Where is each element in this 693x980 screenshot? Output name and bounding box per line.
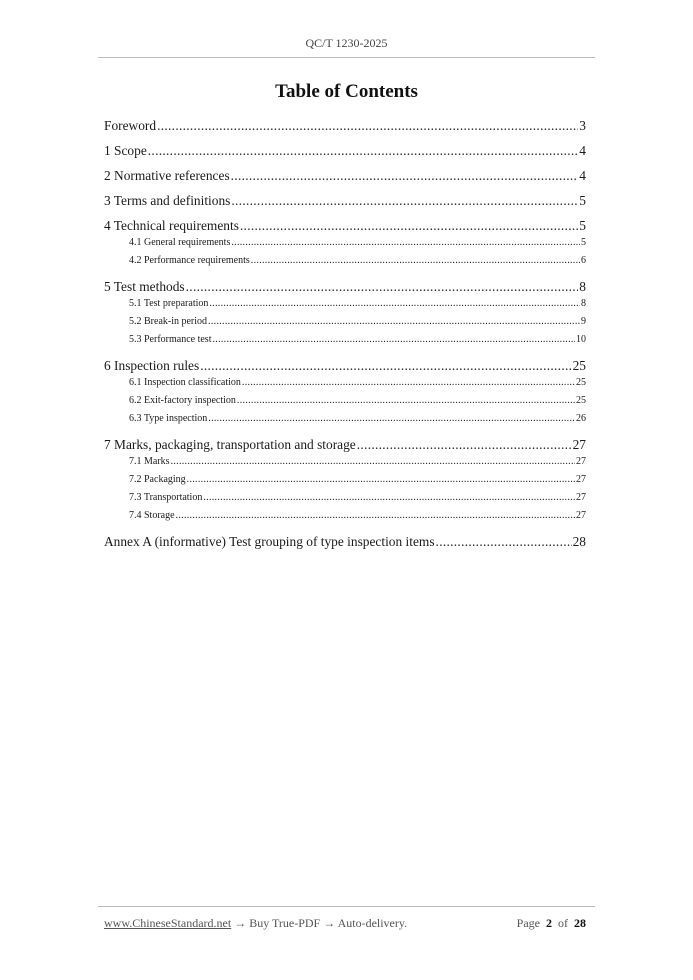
header-divider: [98, 57, 595, 58]
toc-leader-dots: [208, 313, 580, 331]
toc-entry-page: 3: [579, 118, 586, 133]
toc-entry[interactable]: [104, 453, 586, 471]
page-total: 28: [574, 916, 586, 930]
toc-entry-page: 5: [579, 193, 586, 208]
toc-entry[interactable]: [104, 507, 586, 525]
toc-entry[interactable]: [104, 252, 586, 270]
toc-leader-dots: [157, 117, 578, 134]
toc-leader-dots: [231, 167, 579, 184]
toc-entry-page: 5: [579, 218, 586, 233]
toc-entry-label: 2 Normative references: [104, 168, 230, 183]
toc-leader-dots: [237, 392, 575, 410]
toc-entry-page: 4: [579, 168, 586, 183]
toc-entry-label: 7.4 Storage: [129, 510, 175, 521]
toc-entry[interactable]: [104, 533, 586, 550]
toc-entry-page: 27: [576, 474, 586, 485]
toc-leader-dots: [187, 471, 575, 489]
toc-entry-page: 28: [572, 534, 586, 549]
table-of-contents: [104, 117, 586, 550]
toc-entry-page: 26: [576, 413, 586, 424]
page-number: [517, 916, 586, 931]
promo-text: → Buy True-PDF → Auto-delivery.: [231, 916, 408, 930]
toc-entry-label: 5.2 Break-in period: [129, 316, 208, 327]
toc-leader-dots: [242, 374, 575, 392]
toc-entry-page: 25: [576, 377, 586, 388]
toc-leader-dots: [240, 217, 578, 234]
toc-entry-page: 27: [576, 510, 586, 521]
footer-promo: [104, 916, 407, 931]
toc-entry-label: 6 Inspection rules: [104, 358, 200, 373]
toc-entry-label: 7.1 Marks: [129, 456, 170, 467]
toc-entry[interactable]: [104, 234, 586, 252]
toc-entry-label: 4 Technical requirements: [104, 218, 239, 233]
footer-divider: [98, 906, 595, 907]
toc-entry[interactable]: [104, 142, 586, 159]
toc-leader-dots: [203, 489, 575, 507]
page-title: Table of Contents: [275, 81, 418, 102]
toc-entry[interactable]: [104, 392, 586, 410]
toc-entry[interactable]: [104, 217, 586, 234]
toc-entry-label: 4.1 General requirements: [129, 237, 231, 248]
toc-entry-page: 6: [581, 255, 586, 266]
page-current: 2: [546, 916, 552, 930]
running-header: QC/T 1230-2025: [305, 36, 388, 50]
toc-entry[interactable]: [104, 331, 586, 349]
toc-leader-dots: [251, 252, 580, 270]
toc-entry-label: 6.3 Type inspection: [129, 413, 208, 424]
toc-entry[interactable]: [104, 489, 586, 507]
website-link[interactable]: www.ChineseStandard.net: [104, 916, 232, 930]
toc-entry-page: 8: [579, 279, 586, 294]
toc-entry-page: 8: [581, 298, 586, 309]
toc-entry-label: 5.3 Performance test: [129, 334, 212, 345]
page-footer: [104, 916, 586, 931]
toc-entry[interactable]: [104, 357, 586, 374]
toc-entry-page: 10: [576, 334, 586, 345]
toc-entry-label: 1 Scope: [104, 143, 147, 158]
toc-leader-dots: [212, 331, 575, 349]
toc-leader-dots: [208, 410, 575, 428]
toc-entry-label: 3 Terms and definitions: [104, 193, 231, 208]
toc-entry-label: 7 Marks, packaging, transportation and storage: [104, 437, 356, 452]
page-prefix: Page: [516, 916, 540, 930]
toc-entry-page: 9: [581, 316, 586, 327]
toc-leader-dots: [176, 507, 575, 525]
toc-entry-label: 4.2 Performance requirements: [129, 255, 250, 266]
toc-entry[interactable]: [104, 436, 586, 453]
toc-entry-page: 25: [572, 358, 586, 373]
page-of: of: [558, 916, 568, 930]
toc-entry[interactable]: [104, 295, 586, 313]
toc-entry-label: 7.2 Packaging: [129, 474, 186, 485]
toc-entry-page: 5: [581, 237, 586, 248]
toc-entry[interactable]: [104, 374, 586, 392]
toc-leader-dots: [231, 234, 580, 252]
toc-leader-dots: [171, 453, 575, 471]
toc-leader-dots: [148, 142, 579, 159]
toc-entry-label: 6.2 Exit-factory inspection: [129, 395, 236, 406]
toc-leader-dots: [436, 533, 572, 550]
toc-leader-dots: [209, 295, 580, 313]
toc-leader-dots: [200, 357, 571, 374]
toc-entry[interactable]: [104, 192, 586, 209]
toc-entry-label: 6.1 Inspection classification: [129, 377, 241, 388]
toc-entry-page: 27: [572, 437, 586, 452]
toc-entry-label: 5.1 Test preparation: [129, 298, 209, 309]
toc-entry-page: 27: [576, 456, 586, 467]
toc-entry[interactable]: [104, 313, 586, 331]
toc-entry-page: 4: [579, 143, 586, 158]
toc-entry[interactable]: [104, 471, 586, 489]
toc-entry-label: Foreword: [104, 118, 157, 133]
toc-entry-label: 7.3 Transportation: [129, 492, 203, 503]
toc-entry[interactable]: [104, 117, 586, 134]
toc-leader-dots: [186, 278, 579, 295]
toc-entry[interactable]: [104, 167, 586, 184]
toc-entry-page: 25: [576, 395, 586, 406]
toc-entry-label: Annex A (informative) Test grouping of type inspection items: [104, 534, 435, 549]
toc-leader-dots: [231, 192, 578, 209]
toc-entry[interactable]: [104, 278, 586, 295]
toc-entry[interactable]: [104, 410, 586, 428]
toc-entry-page: 27: [576, 492, 586, 503]
toc-leader-dots: [357, 436, 572, 453]
toc-entry-label: 5 Test methods: [104, 279, 185, 294]
